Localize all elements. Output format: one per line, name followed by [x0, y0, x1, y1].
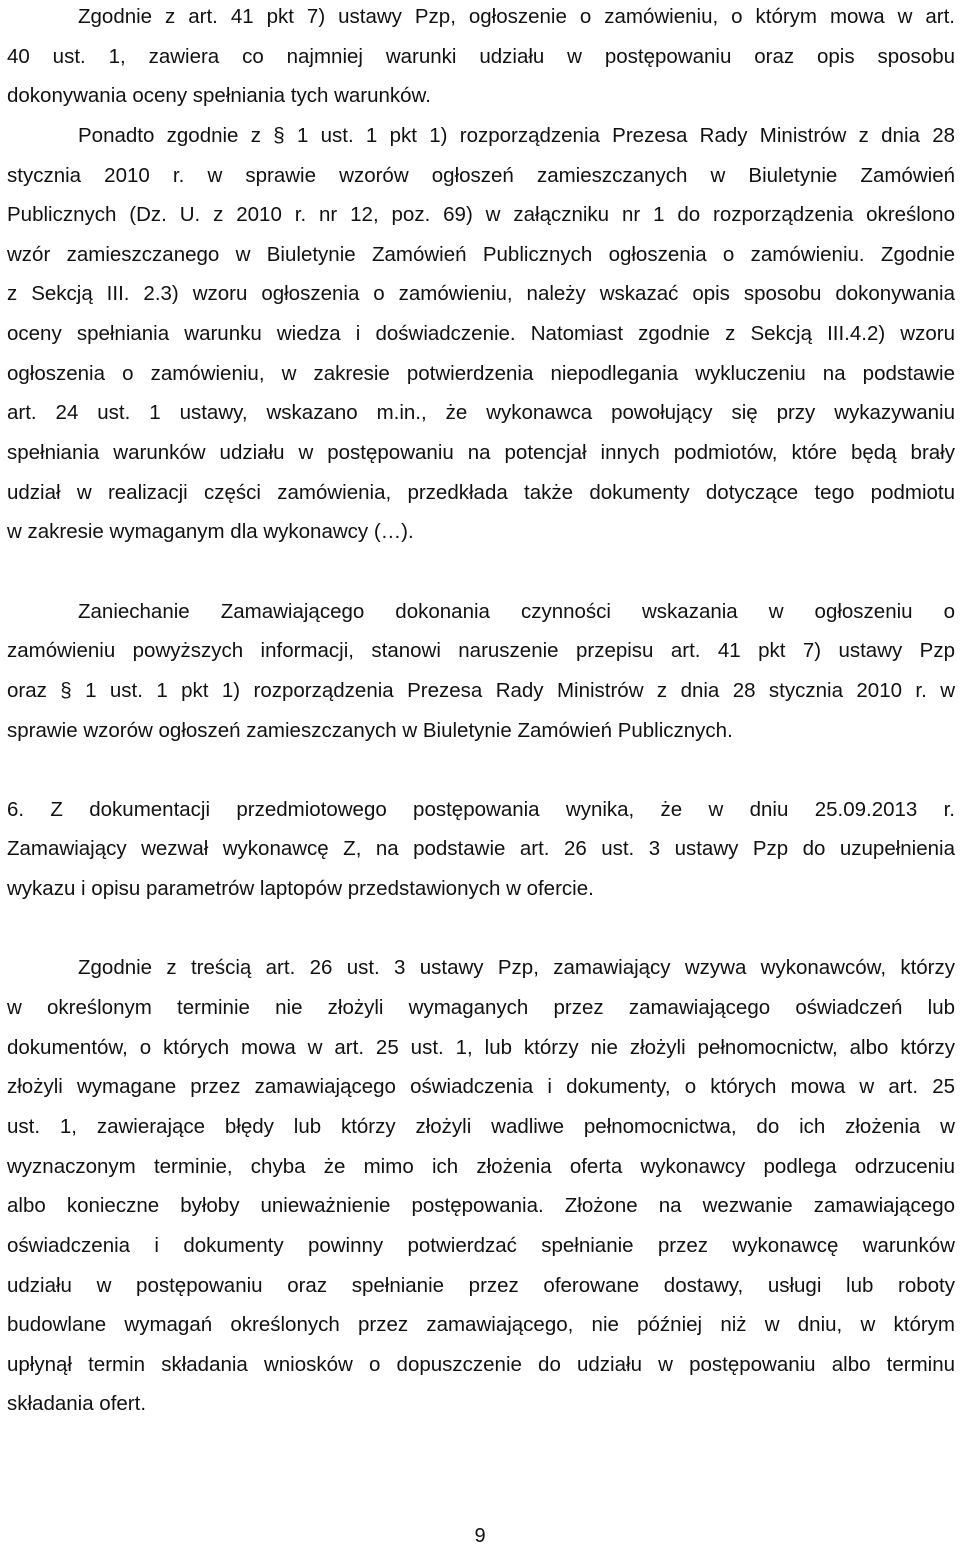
text-line: w określonym terminie nie złożyli wymaganych przez zamawiającego oświadczeń lub [7, 996, 955, 1020]
text-line: zamówieniu powyższych informacji, stanowi naruszenie przepisu art. 41 pkt 7) ustawy Pzp [7, 639, 955, 663]
text-line: sprawie wzorów ogłoszeń zamieszczanych w Biuletynie Zamówień Publicznych. [7, 718, 733, 742]
text-line: budowlane wymagań określonych przez zamawiającego, nie później niż w dniu, w którym [7, 1313, 955, 1337]
text-line: z Sekcją III. 2.3) wzoru ogłoszenia o zamówieniu, należy wskazać opis sposobu dokonywania [7, 282, 955, 306]
paragraph-gap [7, 750, 955, 790]
text-line: dokumentów, o których mowa w art. 25 ust. 1, lub którzy nie złożyli pełnomocnictw, albo którzy [7, 1035, 955, 1059]
page-number: 9 [474, 1525, 486, 1547]
text-line: Zgodnie z art. 41 pkt 7) ustawy Pzp, ogłoszenie o zamówieniu, o którym mowa w art. [78, 5, 955, 28]
text-line: oceny spełniania warunku wiedza i doświadczenie. Natomiast zgodnie z Sekcją III.4.2) wzoru [7, 322, 955, 346]
paragraph-gap [7, 909, 955, 949]
text-line: ust. 1, zawierające błędy lub którzy złożyli wadliwe pełnomocnictwa, do ich złożenia w [7, 1114, 955, 1138]
text-line: ogłoszenia o zamówieniu, w zakresie potwierdzenia niepodlegania wykluczeniu na podstawie [7, 361, 955, 385]
text-line: albo konieczne byłoby unieważnienie postępowania. Złożone na wezwanie zamawiającego [7, 1194, 955, 1218]
text-line: spełniania warunków udziału w postępowaniu na potencjał innych podmiotów, które będą brały [7, 441, 955, 465]
text-line: wykazu i opisu parametrów laptopów przedstawionych w ofercie. [7, 877, 594, 901]
text-line: upłynął termin składania wniosków o dopuszczenie do udziału w postępowaniu albo terminu [7, 1352, 955, 1376]
text-line: dokonywania oceny spełniania tych warunków. [7, 84, 431, 108]
text-line: złożyli wymagane przez zamawiającego oświadczenia i dokumenty, o których mowa w art. 25 [7, 1075, 955, 1099]
text-line: oświadczenia i dokumenty powinny potwierdzać spełnianie przez wykonawcę warunków [7, 1233, 955, 1257]
document-page [7, 0, 955, 1424]
text-line: Zgodnie z treścią art. 26 ust. 3 ustawy Pzp, zamawiający wzywa wykonawców, którzy [78, 956, 955, 980]
text-line: 40 ust. 1, zawiera co najmniej warunki udziału w postępowaniu oraz opis sposobu [7, 44, 955, 68]
text-line: Publicznych (Dz. U. z 2010 r. nr 12, poz. 69) w załączniku nr 1 do rozporządzenia określono [7, 203, 955, 227]
text-line: w zakresie wymaganym dla wykonawcy (…). [7, 520, 414, 544]
text-line: wzór zamieszczanego w Biuletynie Zamówień Publicznych ogłoszenia o zamówieniu. Zgodnie [7, 242, 955, 266]
text-line: składania ofert. [7, 1392, 147, 1416]
text-line: stycznia 2010 r. w sprawie wzorów ogłoszeń zamieszczanych w Biuletynie Zamówień [7, 163, 955, 187]
text-line: 6. Z dokumentacji przedmiotowego postępowania wynika, że w dniu 25.09.2013 r. [7, 797, 955, 821]
text-line: Zaniechanie Zamawiającego dokonania czynności wskazania w ogłoszeniu o [78, 599, 955, 623]
text-line: Ponadto zgodnie z § 1 ust. 1 pkt 1) rozporządzenia Prezesa Rady Ministrów z dnia 28 [78, 123, 955, 147]
text-line: wyznaczonym terminie, chyba że mimo ich złożenia oferta wykonawcy podlega odrzuceniu [7, 1154, 955, 1178]
text-line: Zamawiający wezwał wykonawcę Z, na podstawie art. 26 ust. 3 ustawy Pzp do uzupełnienia [7, 837, 955, 861]
text-line: oraz § 1 ust. 1 pkt 1) rozporządzenia Prezesa Rady Ministrów z dnia 28 stycznia 2010 r. w [7, 678, 955, 702]
text-line: udział w realizacji części zamówienia, przedkłada także dokumenty dotyczące tego podmiotu [7, 480, 955, 504]
paragraph-gap [7, 552, 955, 592]
text-line: udziału w postępowaniu oraz spełnianie przez oferowane dostawy, usługi lub roboty [7, 1273, 955, 1297]
text-line: art. 24 ust. 1 ustawy, wskazano m.in., że wykonawca powołujący się przy wykazywaniu [7, 401, 955, 425]
